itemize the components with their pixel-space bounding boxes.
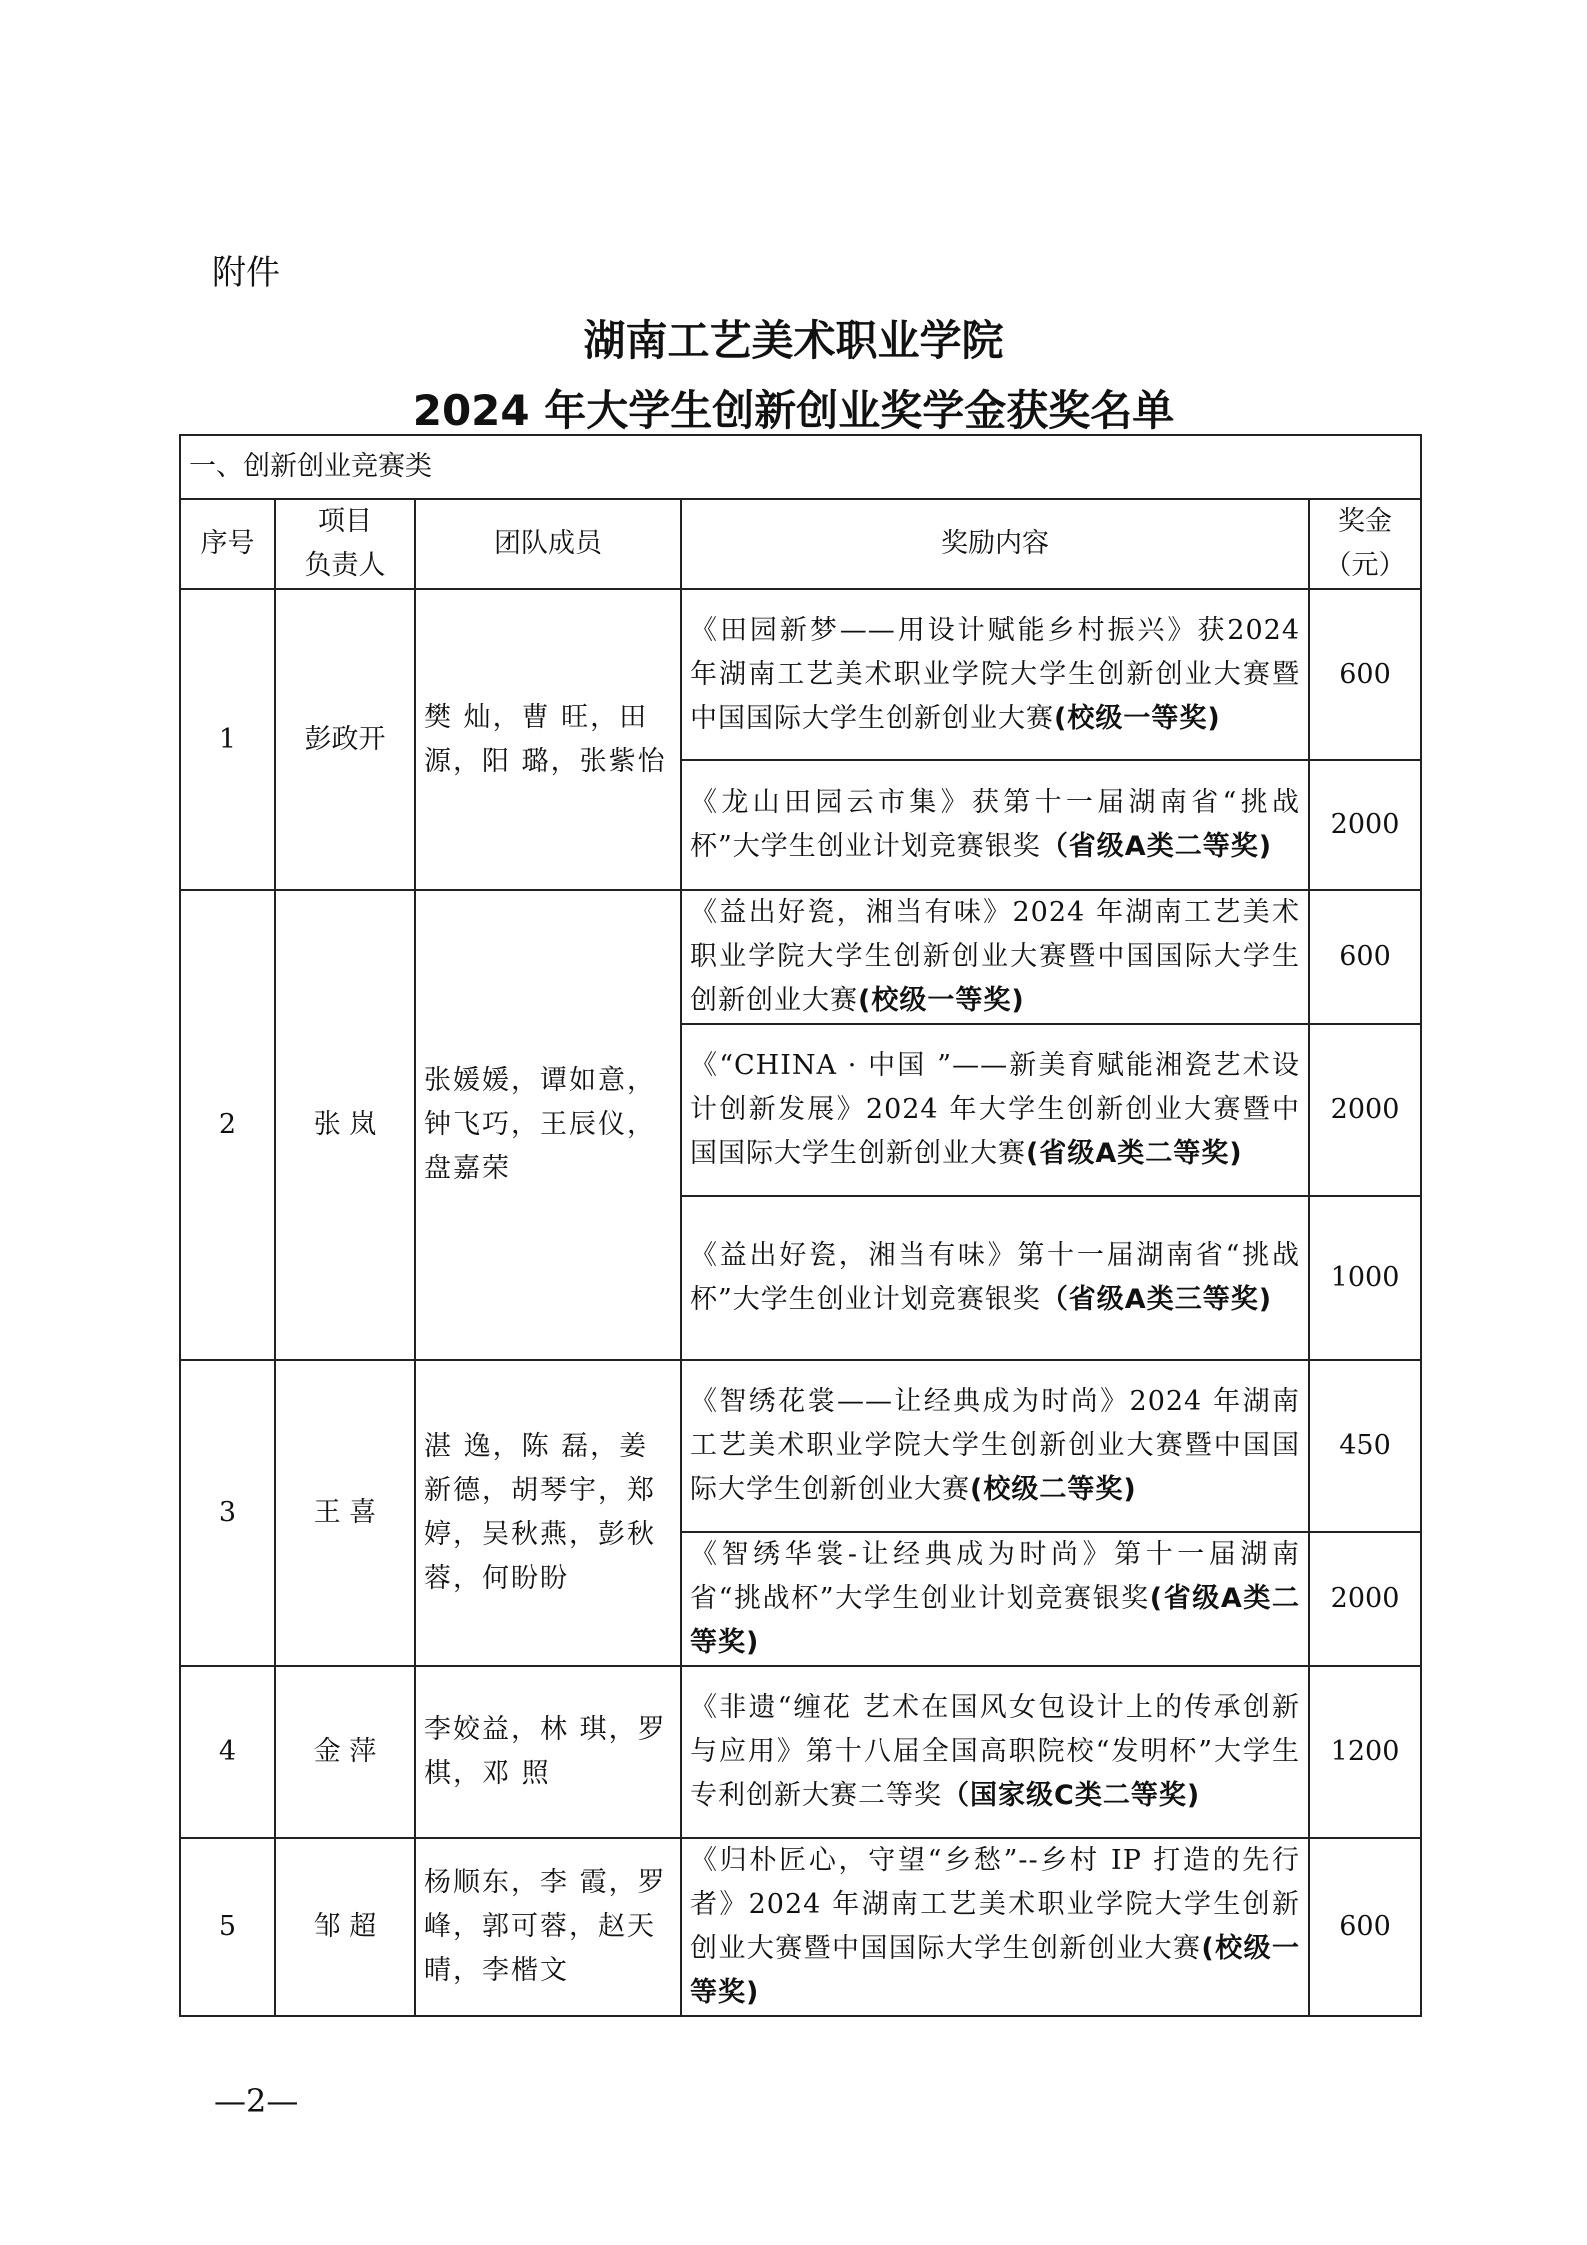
award-content-cell <box>681 1532 1309 1666</box>
header-seq: 序号 <box>180 499 275 589</box>
section-row <box>180 435 1421 499</box>
attachment-label: 附件 <box>212 253 280 293</box>
award-content-cell <box>681 1360 1309 1532</box>
document-title-line1: 湖南工艺美术职业学院 <box>583 316 1004 365</box>
seq-cell: 3 <box>180 1360 275 1666</box>
award-text: 《智绣华裳-让经典成为时尚》第十一届湖南省“挑战杯”大学生创业计划竞赛银奖 <box>690 1539 1300 1614</box>
award-content-cell <box>681 760 1309 890</box>
table-row <box>180 1838 1421 2016</box>
table-row <box>180 1666 1421 1838</box>
table-row <box>180 589 1421 760</box>
award-level: （省级A类二等奖) <box>1040 831 1273 862</box>
section-title: 一、创新创业竞赛类 <box>180 435 1421 499</box>
members-cell: 张媛媛，谭如意，钟飞巧，王辰仪，盘嘉荣 <box>415 890 681 1360</box>
amount-cell: 600 <box>1309 890 1421 1024</box>
members-cell: 湛 逸，陈 磊，姜新德，胡琴宇，郑 婷，吴秋燕，彭秋蓉，何盼盼 <box>415 1360 681 1666</box>
header-content: 奖励内容 <box>681 499 1309 589</box>
amount-cell: 600 <box>1309 1838 1421 2016</box>
amount-cell: 2000 <box>1309 1532 1421 1666</box>
seq-cell: 2 <box>180 890 275 1360</box>
amount-cell: 1000 <box>1309 1196 1421 1360</box>
award-text: 《龙山田园云市集》获第十一届湖南省“挑战杯”大学生创业计划竞赛银奖 <box>690 787 1300 862</box>
members-cell: 樊 灿，曹 旺，田 源，阳 璐，张紫怡 <box>415 589 681 890</box>
page-number: —2— <box>214 2082 299 2120</box>
members-cell: 李姣益，林 琪，罗 棋，邓 照 <box>415 1666 681 1838</box>
amount-cell: 450 <box>1309 1360 1421 1532</box>
award-text: 《田园新梦——用设计赋能乡村振兴》获2024 年湖南工艺美术职业学院大学生创新创业大赛暨中国国际大学生创新创业大赛 <box>690 614 1300 734</box>
header-leader <box>275 499 415 589</box>
award-text: 《智绣花裳——让经典成为时尚》2024 年湖南工艺美术职业学院大学生创新创业大赛暨中国国际大学生创新创业大赛 <box>690 1386 1300 1505</box>
leader-cell: 彭政开 <box>275 589 415 890</box>
award-level: (校级一等奖) <box>1054 702 1221 734</box>
award-content-cell <box>681 1838 1309 2016</box>
document-title-line2: 2024 年大学生创新创业奖学金获奖名单 <box>412 386 1175 435</box>
amount-cell: 2000 <box>1309 760 1421 890</box>
award-text: 《益出好瓷，湘当有味》第十一届湖南省“挑战杯”大学生创业计划竞赛银奖 <box>690 1240 1300 1315</box>
amount-cell: 600 <box>1309 589 1421 760</box>
amount-cell: 2000 <box>1309 1024 1421 1196</box>
award-text: 《非遗“缠花 艺术在国风女包设计上的传承创新与应用》第十八届全国高职院校“发明杯”大学生专利创新大赛二等奖 <box>690 1692 1300 1811</box>
header-row <box>180 499 1421 589</box>
award-text: 《归朴匠心，守望“乡愁”--乡村 IP 打造的先行者》2024 年湖南工艺美术职业学院大学生创新创业大赛暨中国国际大学生创新创业大赛 <box>690 1845 1300 1964</box>
award-level: (省级A类二等奖) <box>690 1583 1300 1658</box>
award-level: (校级一等奖) <box>858 985 1025 1016</box>
award-table <box>179 434 1422 2017</box>
header-amount <box>1309 499 1421 589</box>
award-level: (校级二等奖) <box>970 1474 1137 1505</box>
award-level: (校级一等奖) <box>690 1933 1300 2008</box>
award-text: 《益出好瓷，湘当有味》2024 年湖南工艺美术职业学院大学生创新创业大赛暨中国国际大学生创新创业大赛 <box>690 897 1300 1016</box>
table-row <box>180 1360 1421 1532</box>
leader-cell: 王 喜 <box>275 1360 415 1666</box>
seq-cell: 4 <box>180 1666 275 1838</box>
award-content-cell <box>681 1666 1309 1838</box>
table-row <box>180 890 1421 1024</box>
award-level: （省级A类三等奖) <box>1040 1284 1273 1315</box>
leader-cell: 邹 超 <box>275 1838 415 2016</box>
members-cell: 杨顺东，李 霞，罗 峰，郭可蓉，赵天晴，李楷文 <box>415 1838 681 2016</box>
header-leader-line2: 负责人 <box>304 550 386 581</box>
header-members: 团队成员 <box>415 499 681 589</box>
seq-cell: 5 <box>180 1838 275 2016</box>
header-amount-line1: 奖金 <box>1338 506 1393 537</box>
header-amount-line2: （元） <box>1324 550 1406 581</box>
award-content-cell <box>681 589 1309 760</box>
award-text: 《“CHINA · 中国 ”——新美育赋能湘瓷艺术设计创新发展》2024 年大学生创新创业大赛暨中国国际大学生创新创业大赛 <box>690 1050 1300 1169</box>
leader-cell: 金 萍 <box>275 1666 415 1838</box>
award-content-cell <box>681 1024 1309 1196</box>
leader-cell: 张 岚 <box>275 890 415 1360</box>
seq-cell: 1 <box>180 589 275 890</box>
award-level: （国家级C类二等奖) <box>942 1780 1201 1811</box>
amount-cell: 1200 <box>1309 1666 1421 1838</box>
award-level: (省级A类二等奖) <box>1026 1138 1243 1169</box>
header-leader-line1: 项目 <box>318 506 372 537</box>
award-content-cell <box>681 890 1309 1024</box>
award-content-cell <box>681 1196 1309 1360</box>
